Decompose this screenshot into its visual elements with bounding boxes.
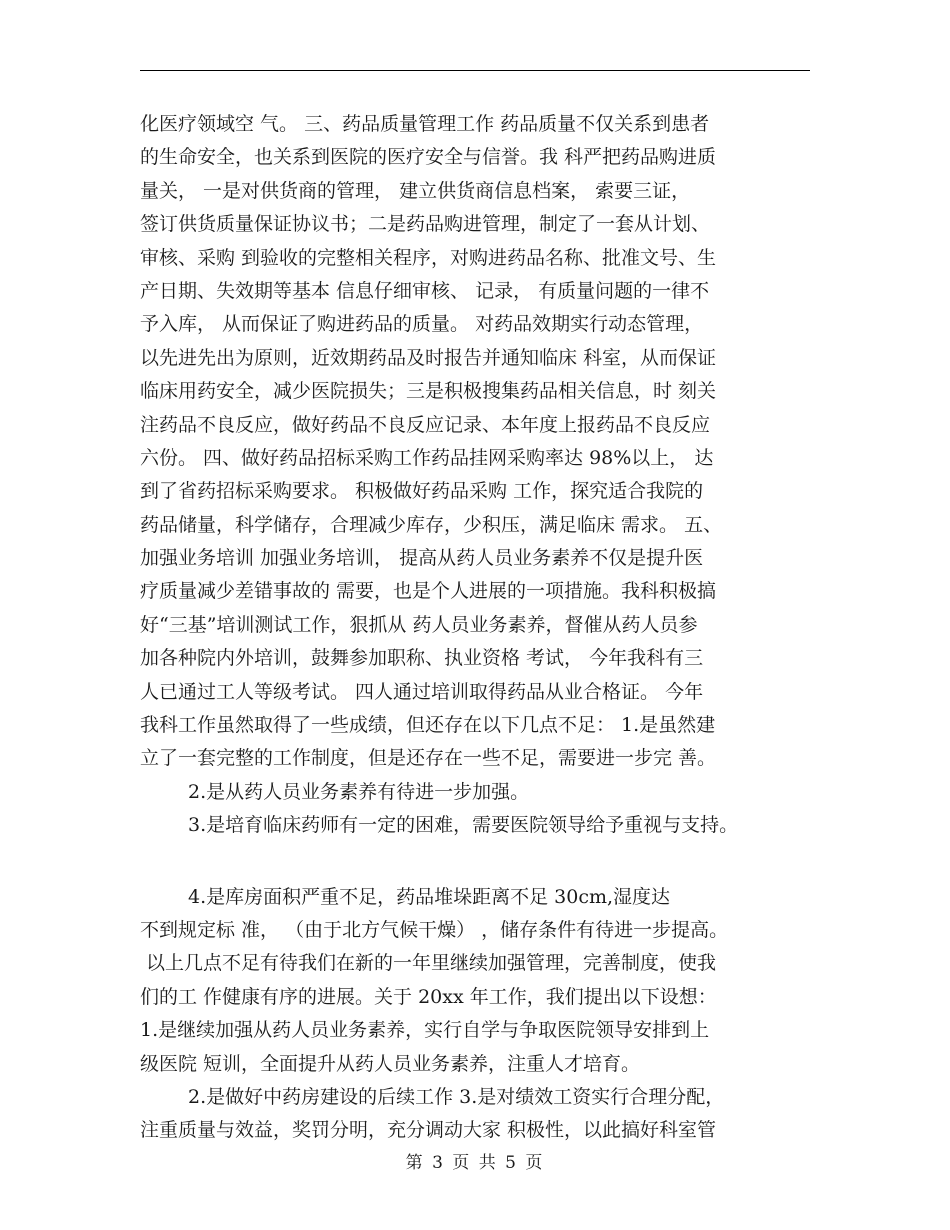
text-line: 到了省药招标采购要求。 积极做好药品采购 工作，探究适合我院的 (140, 480, 704, 503)
text-line: 疗质量减少差错事故的 需要，也是个人进展的一项措施。我科积极搞 (140, 580, 717, 603)
header-rule (140, 70, 810, 71)
text-line: 临床用药安全，减少医院损失；三是积极搜集药品相关信息，时 刻关 (140, 380, 717, 403)
paragraph-gap (140, 843, 820, 881)
text-line: 审核、采购 到验收的完整相关程序，对购进药品名称、批准文号、生 (140, 246, 717, 269)
text-line: 们的工 作健康有序的进展。关于 20xx 年工作，我们提出以下设想： (140, 985, 717, 1008)
document-body (140, 108, 820, 1148)
text-line: 签订供货质量保证协议书；二是药品购进管理，制定了一套从计划、 (140, 213, 711, 236)
text-line: 我科工作虽然取得了一些成绩，但还存在以下几点不足： 1.是虽然建 (140, 714, 716, 737)
text-line: 3.是培育临床药师有一定的困难，需要医院领导给予重视与支持。 (188, 814, 739, 837)
text-line: 的生命安全，也关系到医院的医疗安全与信誉。我 科严把药品购进质 (140, 146, 717, 169)
text-line: 以先进先出为原则，近效期药品及时报告并通知临床 科室，从而保证 (140, 346, 717, 369)
text-line: 级医院 短训，全面提升从药人员业务素养，注重人才培育。 (140, 1052, 641, 1075)
text-line: 2.是从药人员业务素养有待进一步加强。 (188, 780, 530, 803)
text-line: 立了一套完整的工作制度，但是还存在一些不足，需要进一步完 善。 (140, 747, 717, 770)
text-line: 注药品不良反应，做好药品不良反应记录、本年度上报药品不良反应 (140, 413, 711, 436)
text-line: 加强业务培训 加强业务培训， 提高从药人员业务素养不仅是提升医 (140, 547, 704, 570)
text-line: 产日期、失效期等基本 信息仔细审核、 记录， 有质量问题的一律不 (140, 279, 710, 302)
text-line: 以上几点不足有待我们在新的一年里继续加强管理，完善制度，使我 (140, 952, 717, 975)
text-line: 4.是库房面积严重不足，药品堆垛距离不足 30cm,湿度达 (188, 885, 671, 908)
text-line: 2.是做好中药房建设的后续工作 3.是对绩效工资实行合理分配， (188, 1085, 725, 1108)
page-footer: 第 3 页 共 5 页 (405, 1153, 545, 1173)
text-line: 1.是继续加强从药人员业务素养，实行自学与争取医院领导安排到上 (140, 1019, 710, 1042)
text-line: 药品储量，科学储存，合理减少库存，少积压，满足临床 需求。 五、 (140, 513, 723, 536)
text-line: 六份。 四、做好药品招标采购工作药品挂网采购率达 98%以上， 达 (140, 446, 714, 469)
text-line: 好“三基”培训测试工作，狠抓从 药人员业务素养，督催从药人员参 (140, 613, 698, 636)
text-line: 化医疗领域空 气。 三、药品质量管理工作 药品质量不仅关系到患者 (140, 113, 710, 135)
text-line: 予入库， 从而保证了购进药品的质量。 对药品效期实行动态管理， (140, 313, 704, 336)
text-line: 注重质量与效益，奖罚分明，充分调动大家 积极性，以此搞好科室管 (140, 1119, 717, 1142)
text-line: 加各种院内外培训，鼓舞参加职称、执业资格 考试， 今年我科有三 (140, 647, 704, 670)
text-line: 不到规定标 准， （由于北方气候干燥） ，储存条件有待进一步提高。 (140, 918, 729, 941)
text-line: 量关， 一是对供货商的管理， 建立供货商信息档案， 索要三证， (140, 179, 691, 202)
text-line: 人已通过工人等级考试。 四人通过培训取得药品从业合格证。 今年 (140, 680, 704, 703)
